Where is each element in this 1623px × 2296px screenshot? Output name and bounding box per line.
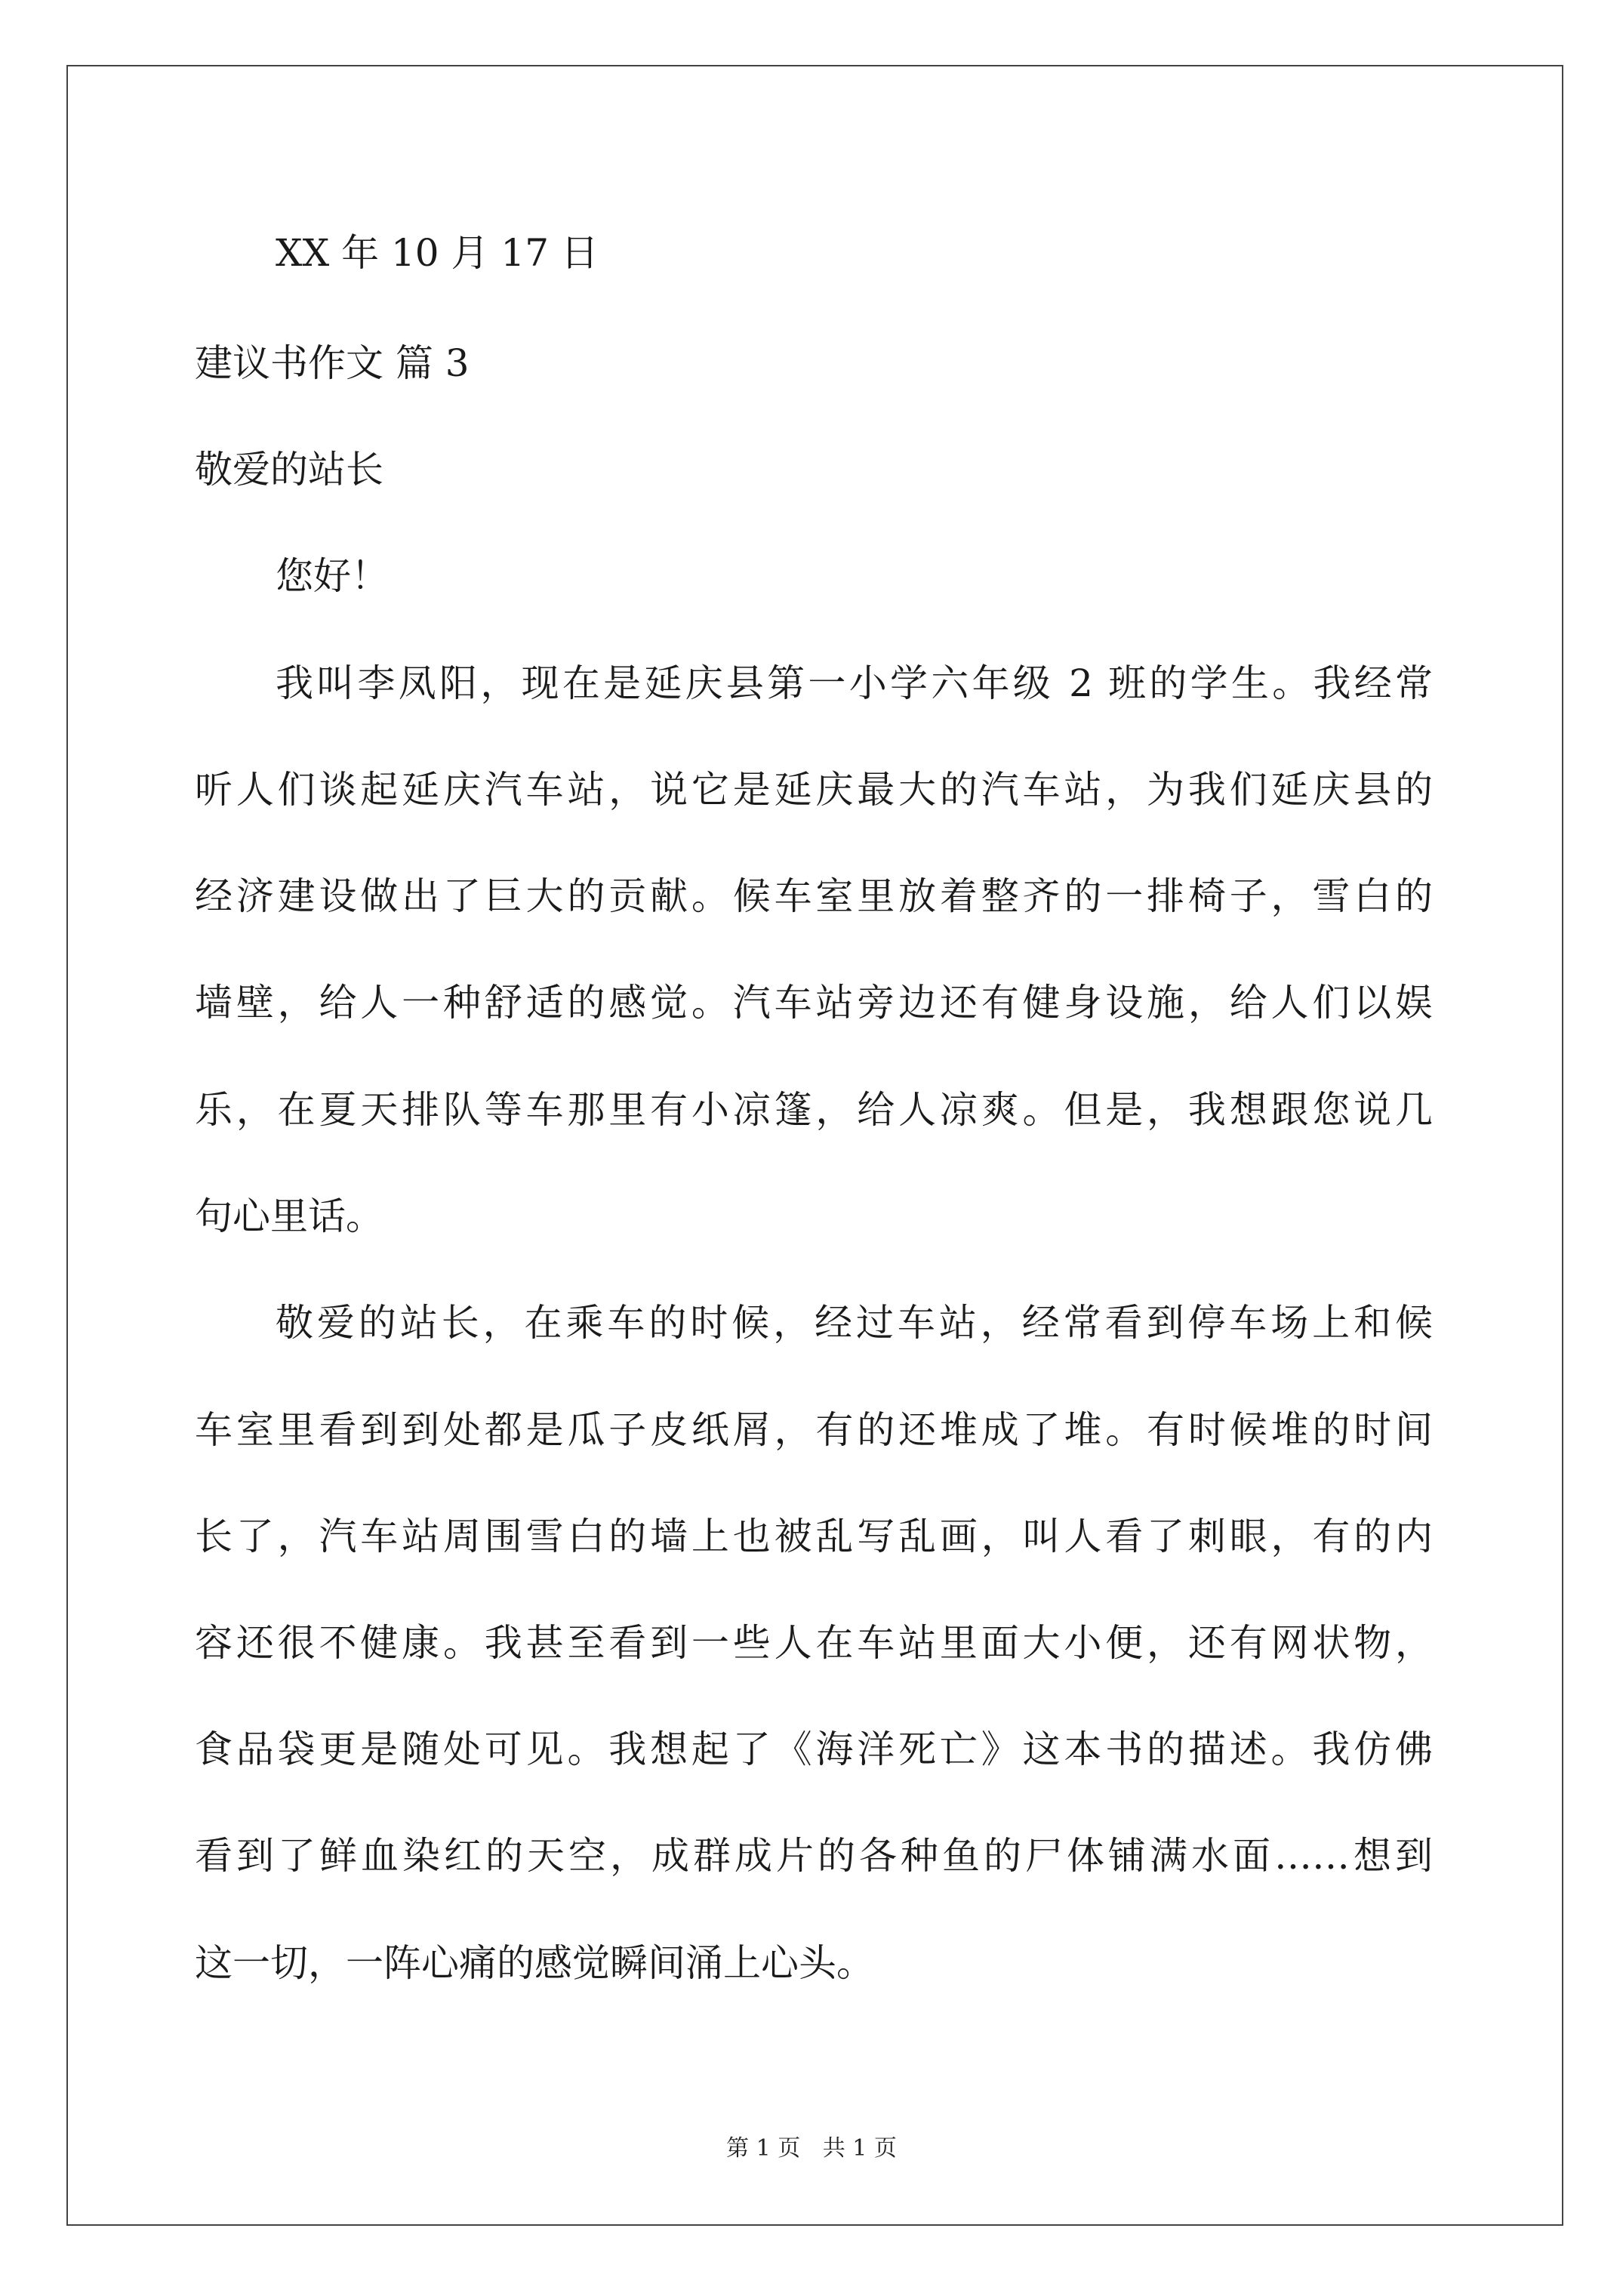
paragraph-1-line-5: 乐，在夏天排队等车那里有小凉篷，给人凉爽。但是，我想跟您说几 [195, 1088, 1433, 1132]
paragraph-1-line-1: 我叫李凤阳，现在是延庆县第一小学六年级 2 班的学生。我经常 [276, 661, 1433, 705]
page-footer [0, 2135, 1623, 2162]
paragraph-2-line-6: 看到了鲜血染红的天空，成群成片的各种鱼的尸体铺满水面……想到 [195, 1834, 1433, 1878]
paragraph-1-line-4: 墙壁，给人一种舒适的感觉。汽车站旁边还有健身设施，给人们以娱 [195, 981, 1433, 1025]
paragraph-1-line-6: 句心里话。 [195, 1194, 383, 1238]
paragraph-2-line-2: 车室里看到到处都是瓜子皮纸屑，有的还堆成了堆。有时候堆的时间 [195, 1408, 1433, 1452]
paragraph-2-line-1: 敬爱的站长，在乘车的时候，经过车站，经常看到停车场上和候 [276, 1301, 1433, 1345]
paragraph-1-line-3: 经济建设做出了巨大的贡献。候车室里放着整齐的一排椅子，雪白的 [195, 874, 1433, 918]
paragraph-2-line-7: 这一切，一阵心痛的感觉瞬间涌上心头。 [195, 1941, 874, 1985]
page-number: 第 1 页 [726, 2135, 801, 2162]
greeting: 您好！ [276, 554, 389, 598]
date-line: XX 年 10 月 17 日 [276, 231, 599, 275]
page-frame [66, 65, 1563, 2226]
paragraph-1-line-2: 听人们谈起延庆汽车站，说它是延庆最大的汽车站，为我们延庆县的 [195, 768, 1433, 812]
essay-title: 建议书作文 篇 3 [195, 341, 470, 385]
page-total: 共 1 页 [822, 2135, 897, 2162]
paragraph-2-line-5: 食品袋更是随处可见。我想起了《海洋死亡》这本书的描述。我仿佛 [195, 1727, 1433, 1771]
paragraph-2-line-4: 容还很不健康。我甚至看到一些人在车站里面大小便，还有网状物， [195, 1621, 1433, 1665]
paragraph-2-line-3: 长了，汽车站周围雪白的墙上也被乱写乱画，叫人看了刺眼，有的内 [195, 1515, 1433, 1558]
salutation: 敬爱的站长 [195, 448, 383, 492]
